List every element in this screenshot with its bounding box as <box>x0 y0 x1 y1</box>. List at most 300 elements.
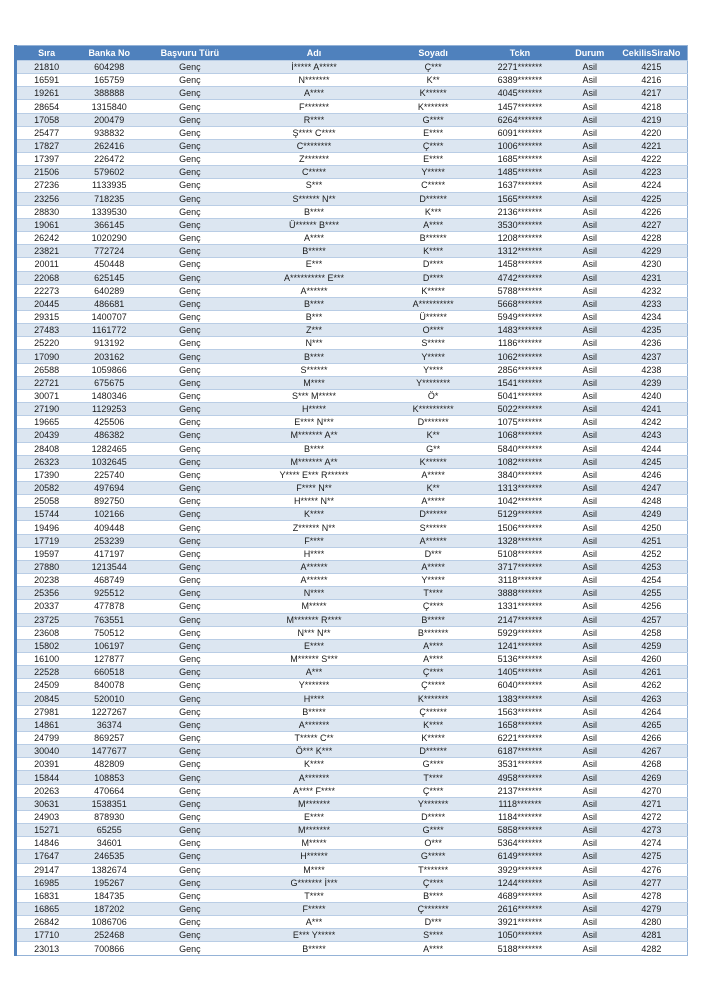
cell-cekilis-sira-no: 4275 <box>616 850 688 863</box>
cell-adi: F***** <box>238 903 391 916</box>
cell-durum: Asil <box>564 495 616 508</box>
cell-adi: B***** <box>238 942 391 955</box>
table-row <box>16 810 688 823</box>
cell-durum: Asil <box>564 679 616 692</box>
table-row <box>16 731 688 744</box>
table-row <box>16 837 688 850</box>
cell-soyadi: D**** <box>390 258 476 271</box>
cell-banka-no: 938832 <box>76 126 142 139</box>
cell-sira: 20238 <box>16 574 77 587</box>
cell-soyadi: D**** <box>390 271 476 284</box>
cell-banka-no: 718235 <box>76 192 142 205</box>
cell-banka-no: 1477677 <box>76 745 142 758</box>
cell-banka-no: 1339530 <box>76 205 142 218</box>
cell-tckn: 1006******* <box>476 139 564 152</box>
cell-soyadi: S****** <box>390 521 476 534</box>
cell-durum: Asil <box>564 942 616 955</box>
table-row <box>16 232 688 245</box>
cell-sira: 17719 <box>16 534 77 547</box>
cell-soyadi: Y***** <box>390 166 476 179</box>
cell-adi: B**** <box>238 205 391 218</box>
table-row <box>16 521 688 534</box>
cell-sira: 17397 <box>16 153 77 166</box>
cell-tckn: 1186******* <box>476 337 564 350</box>
cell-cekilis-sira-no: 4271 <box>616 797 688 810</box>
cell-banka-no: 425506 <box>76 416 142 429</box>
table-row <box>16 758 688 771</box>
cell-sira: 29315 <box>16 310 77 323</box>
cell-cekilis-sira-no: 4220 <box>616 126 688 139</box>
cell-tckn: 1565******* <box>476 192 564 205</box>
cell-basvuru-turu: Genç <box>142 718 238 731</box>
cell-sira: 20011 <box>16 258 77 271</box>
cell-tckn: 5840******* <box>476 442 564 455</box>
cell-tckn: 4689******* <box>476 889 564 902</box>
cell-tckn: 5108******* <box>476 547 564 560</box>
cell-tckn: 1068******* <box>476 429 564 442</box>
cell-soyadi: Ç*** <box>390 61 476 74</box>
cell-soyadi: K** <box>390 74 476 87</box>
table-row <box>16 482 688 495</box>
cell-banka-no: 878930 <box>76 810 142 823</box>
cell-basvuru-turu: Genç <box>142 784 238 797</box>
cell-soyadi: G***** <box>390 850 476 863</box>
cell-banka-no: 225740 <box>76 468 142 481</box>
cell-banka-no: 772724 <box>76 245 142 258</box>
cell-cekilis-sira-no: 4215 <box>616 61 688 74</box>
cell-tckn: 5788******* <box>476 284 564 297</box>
cell-adi: H****** <box>238 850 391 863</box>
cell-durum: Asil <box>564 574 616 587</box>
cell-banka-no: 925512 <box>76 587 142 600</box>
cell-sira: 25058 <box>16 495 77 508</box>
cell-basvuru-turu: Genç <box>142 613 238 626</box>
cell-sira: 20845 <box>16 692 77 705</box>
cell-adi: C***** <box>238 166 391 179</box>
table-row <box>16 850 688 863</box>
cell-basvuru-turu: Genç <box>142 574 238 587</box>
cell-durum: Asil <box>564 837 616 850</box>
cell-basvuru-turu: Genç <box>142 521 238 534</box>
cell-durum: Asil <box>564 797 616 810</box>
cell-durum: Asil <box>564 324 616 337</box>
cell-soyadi: A***** <box>390 468 476 481</box>
cell-soyadi: K****** <box>390 455 476 468</box>
cell-tckn: 2271******* <box>476 61 564 74</box>
cell-durum: Asil <box>564 718 616 731</box>
cell-tckn: 1328******* <box>476 534 564 547</box>
cell-soyadi: S***** <box>390 337 476 350</box>
cell-adi: R**** <box>238 113 391 126</box>
cell-tckn: 6187******* <box>476 745 564 758</box>
cell-cekilis-sira-no: 4277 <box>616 876 688 889</box>
cell-soyadi: K****** <box>390 87 476 100</box>
cell-tckn: 3531******* <box>476 758 564 771</box>
cell-banka-no: 604298 <box>76 61 142 74</box>
cell-adi: Z****** N** <box>238 521 391 534</box>
cell-sira: 20263 <box>16 784 77 797</box>
cell-banka-no: 108853 <box>76 771 142 784</box>
cell-banka-no: 470664 <box>76 784 142 797</box>
table-row <box>16 245 688 258</box>
cell-durum: Asil <box>564 876 616 889</box>
cell-tckn: 6264******* <box>476 113 564 126</box>
column-header-durum: Durum <box>564 46 616 61</box>
cell-durum: Asil <box>564 153 616 166</box>
cell-basvuru-turu: Genç <box>142 468 238 481</box>
cell-sira: 30040 <box>16 745 77 758</box>
cell-cekilis-sira-no: 4261 <box>616 666 688 679</box>
cell-tckn: 5364******* <box>476 837 564 850</box>
table-row <box>16 126 688 139</box>
cell-banka-no: 187202 <box>76 903 142 916</box>
cell-banka-no: 482809 <box>76 758 142 771</box>
cell-sira: 25220 <box>16 337 77 350</box>
cell-adi: Ü****** B**** <box>238 218 391 231</box>
cell-sira: 21506 <box>16 166 77 179</box>
table-row <box>16 863 688 876</box>
cell-soyadi: Ç**** <box>390 876 476 889</box>
cell-tckn: 1312******* <box>476 245 564 258</box>
cell-banka-no: 520010 <box>76 692 142 705</box>
cell-tckn: 5188******* <box>476 942 564 955</box>
cell-soyadi: Ç******* <box>390 903 476 916</box>
cell-adi: S*** <box>238 179 391 192</box>
cell-soyadi: D***** <box>390 810 476 823</box>
table-row <box>16 916 688 929</box>
cell-cekilis-sira-no: 4258 <box>616 626 688 639</box>
cell-soyadi: K** <box>390 482 476 495</box>
cell-basvuru-turu: Genç <box>142 389 238 402</box>
cell-sira: 23821 <box>16 245 77 258</box>
cell-sira: 17390 <box>16 468 77 481</box>
cell-tckn: 2147******* <box>476 613 564 626</box>
table-row <box>16 600 688 613</box>
cell-sira: 16865 <box>16 903 77 916</box>
cell-adi: E**** <box>238 810 391 823</box>
cell-sira: 23256 <box>16 192 77 205</box>
cell-basvuru-turu: Genç <box>142 942 238 955</box>
cell-adi: E**** <box>238 639 391 652</box>
table-row <box>16 626 688 639</box>
cell-cekilis-sira-no: 4251 <box>616 534 688 547</box>
cell-adi: A**** F**** <box>238 784 391 797</box>
table-row <box>16 100 688 113</box>
cell-adi: E**** N*** <box>238 416 391 429</box>
cell-cekilis-sira-no: 4217 <box>616 87 688 100</box>
cell-cekilis-sira-no: 4230 <box>616 258 688 271</box>
cell-banka-no: 1315840 <box>76 100 142 113</box>
table-row <box>16 179 688 192</box>
cell-durum: Asil <box>564 87 616 100</box>
table-row <box>16 284 688 297</box>
cell-adi: Ş**** C**** <box>238 126 391 139</box>
cell-basvuru-turu: Genç <box>142 495 238 508</box>
cell-adi: İ***** A***** <box>238 61 391 74</box>
cell-adi: A****** <box>238 284 391 297</box>
table-row <box>16 218 688 231</box>
cell-soyadi: Y***** <box>390 350 476 363</box>
table-row <box>16 929 688 942</box>
cell-banka-no: 763551 <box>76 613 142 626</box>
table-row <box>16 258 688 271</box>
cell-banka-no: 892750 <box>76 495 142 508</box>
cell-sira: 27236 <box>16 179 77 192</box>
cell-adi: E*** Y***** <box>238 929 391 942</box>
cell-basvuru-turu: Genç <box>142 771 238 784</box>
cell-banka-no: 1213544 <box>76 560 142 573</box>
cell-durum: Asil <box>564 113 616 126</box>
table-row <box>16 192 688 205</box>
cell-adi: M******* A** <box>238 429 391 442</box>
cell-tckn: 3530******* <box>476 218 564 231</box>
cell-cekilis-sira-no: 4239 <box>616 376 688 389</box>
cell-cekilis-sira-no: 4246 <box>616 468 688 481</box>
column-header-basvuru-turu: Başvuru Türü <box>142 46 238 61</box>
cell-sira: 15802 <box>16 639 77 652</box>
cell-basvuru-turu: Genç <box>142 205 238 218</box>
cell-cekilis-sira-no: 4281 <box>616 929 688 942</box>
cell-cekilis-sira-no: 4266 <box>616 731 688 744</box>
cell-cekilis-sira-no: 4229 <box>616 245 688 258</box>
cell-sira: 19496 <box>16 521 77 534</box>
cell-basvuru-turu: Genç <box>142 245 238 258</box>
cell-banka-no: 625145 <box>76 271 142 284</box>
cell-basvuru-turu: Genç <box>142 745 238 758</box>
cell-soyadi: A***** <box>390 560 476 573</box>
cell-durum: Asil <box>564 731 616 744</box>
cell-sira: 22528 <box>16 666 77 679</box>
cell-durum: Asil <box>564 284 616 297</box>
cell-soyadi: A***** <box>390 495 476 508</box>
cell-durum: Asil <box>564 403 616 416</box>
cell-cekilis-sira-no: 4233 <box>616 297 688 310</box>
cell-cekilis-sira-no: 4236 <box>616 337 688 350</box>
cell-durum: Asil <box>564 889 616 902</box>
cell-adi: N******* <box>238 74 391 87</box>
table-row <box>16 679 688 692</box>
table-row <box>16 271 688 284</box>
cell-basvuru-turu: Genç <box>142 455 238 468</box>
cell-soyadi: B***** <box>390 613 476 626</box>
cell-sira: 24903 <box>16 810 77 823</box>
cell-adi: F**** <box>238 534 391 547</box>
cell-adi: A****** <box>238 560 391 573</box>
cell-sira: 20582 <box>16 482 77 495</box>
cell-banka-no: 675675 <box>76 376 142 389</box>
table-row <box>16 534 688 547</box>
cell-adi: M******* R**** <box>238 613 391 626</box>
cell-basvuru-turu: Genç <box>142 508 238 521</box>
table-row <box>16 903 688 916</box>
cell-sira: 30071 <box>16 389 77 402</box>
cell-cekilis-sira-no: 4269 <box>616 771 688 784</box>
cell-tckn: 3717******* <box>476 560 564 573</box>
cell-adi: Ö*** K*** <box>238 745 391 758</box>
table-row <box>16 429 688 442</box>
column-header-sira: Sıra <box>16 46 77 61</box>
cell-soyadi: D****** <box>390 508 476 521</box>
table-row <box>16 166 688 179</box>
cell-durum: Asil <box>564 126 616 139</box>
cell-durum: Asil <box>564 600 616 613</box>
cell-tckn: 1457******* <box>476 100 564 113</box>
cell-durum: Asil <box>564 521 616 534</box>
cell-cekilis-sira-no: 4274 <box>616 837 688 850</box>
cell-durum: Asil <box>564 337 616 350</box>
cell-basvuru-turu: Genç <box>142 797 238 810</box>
cell-cekilis-sira-no: 4237 <box>616 350 688 363</box>
cell-adi: Y**** E*** R****** <box>238 468 391 481</box>
cell-basvuru-turu: Genç <box>142 166 238 179</box>
cell-durum: Asil <box>564 626 616 639</box>
cell-adi: A****** <box>238 574 391 587</box>
cell-banka-no: 1480346 <box>76 389 142 402</box>
cell-durum: Asil <box>564 692 616 705</box>
table-row <box>16 113 688 126</box>
cell-cekilis-sira-no: 4273 <box>616 824 688 837</box>
cell-basvuru-turu: Genç <box>142 837 238 850</box>
cell-basvuru-turu: Genç <box>142 126 238 139</box>
cell-basvuru-turu: Genç <box>142 850 238 863</box>
cell-cekilis-sira-no: 4263 <box>616 692 688 705</box>
cell-adi: N*** <box>238 337 391 350</box>
cell-sira: 29147 <box>16 863 77 876</box>
cell-tckn: 5949******* <box>476 310 564 323</box>
cell-soyadi: D****** <box>390 192 476 205</box>
cell-sira: 17827 <box>16 139 77 152</box>
cell-banka-no: 1400707 <box>76 310 142 323</box>
cell-durum: Asil <box>564 850 616 863</box>
cell-cekilis-sira-no: 4248 <box>616 495 688 508</box>
table-row <box>16 587 688 600</box>
cell-sira: 24509 <box>16 679 77 692</box>
cell-cekilis-sira-no: 4270 <box>616 784 688 797</box>
cell-banka-no: 262416 <box>76 139 142 152</box>
cell-sira: 20391 <box>16 758 77 771</box>
cell-soyadi: K***** <box>390 284 476 297</box>
table-row <box>16 718 688 731</box>
cell-durum: Asil <box>564 666 616 679</box>
cell-adi: B**** <box>238 442 391 455</box>
cell-cekilis-sira-no: 4241 <box>616 403 688 416</box>
cell-basvuru-turu: Genç <box>142 653 238 666</box>
cell-banka-no: 102166 <box>76 508 142 521</box>
cell-tckn: 1383******* <box>476 692 564 705</box>
column-header-tckn: Tckn <box>476 46 564 61</box>
table-row <box>16 61 688 74</box>
cell-sira: 21810 <box>16 61 77 74</box>
cell-basvuru-turu: Genç <box>142 310 238 323</box>
cell-cekilis-sira-no: 4243 <box>616 429 688 442</box>
cell-adi: B***** <box>238 245 391 258</box>
cell-cekilis-sira-no: 4276 <box>616 863 688 876</box>
cell-cekilis-sira-no: 4240 <box>616 389 688 402</box>
cell-tckn: 5041******* <box>476 389 564 402</box>
cell-sira: 27483 <box>16 324 77 337</box>
cell-sira: 14861 <box>16 718 77 731</box>
cell-tckn: 6040******* <box>476 679 564 692</box>
cell-sira: 23013 <box>16 942 77 955</box>
column-header-cekilis-sira-no: CekilisSiraNo <box>616 46 688 61</box>
cell-adi: T**** <box>238 889 391 902</box>
cell-sira: 22273 <box>16 284 77 297</box>
table-row <box>16 692 688 705</box>
cell-cekilis-sira-no: 4232 <box>616 284 688 297</box>
cell-adi: Z*** <box>238 324 391 337</box>
cell-basvuru-turu: Genç <box>142 600 238 613</box>
cell-banka-no: 486382 <box>76 429 142 442</box>
cell-cekilis-sira-no: 4249 <box>616 508 688 521</box>
table-row <box>16 389 688 402</box>
cell-durum: Asil <box>564 455 616 468</box>
table-row <box>16 745 688 758</box>
cell-banka-no: 579602 <box>76 166 142 179</box>
table-row <box>16 468 688 481</box>
cell-adi: A*** <box>238 916 391 929</box>
cell-tckn: 4742******* <box>476 271 564 284</box>
cell-basvuru-turu: Genç <box>142 692 238 705</box>
cell-basvuru-turu: Genç <box>142 889 238 902</box>
cell-basvuru-turu: Genç <box>142 824 238 837</box>
cell-adi: F******* <box>238 100 391 113</box>
table-row <box>16 139 688 152</box>
table-row <box>16 547 688 560</box>
cell-sira: 22068 <box>16 271 77 284</box>
cell-adi: B***** <box>238 705 391 718</box>
cell-basvuru-turu: Genç <box>142 350 238 363</box>
cell-basvuru-turu: Genç <box>142 442 238 455</box>
cell-durum: Asil <box>564 810 616 823</box>
cell-soyadi: T**** <box>390 587 476 600</box>
cell-basvuru-turu: Genç <box>142 705 238 718</box>
column-header-adi: Adı <box>238 46 391 61</box>
cell-durum: Asil <box>564 587 616 600</box>
cell-tckn: 3118******* <box>476 574 564 587</box>
cell-cekilis-sira-no: 4222 <box>616 153 688 166</box>
cell-adi: B**** <box>238 350 391 363</box>
cell-durum: Asil <box>564 771 616 784</box>
cell-cekilis-sira-no: 4257 <box>616 613 688 626</box>
cell-adi: Y******* <box>238 679 391 692</box>
cell-cekilis-sira-no: 4235 <box>616 324 688 337</box>
cell-cekilis-sira-no: 4260 <box>616 653 688 666</box>
cell-sira: 15844 <box>16 771 77 784</box>
cell-adi: H***** <box>238 403 391 416</box>
cell-sira: 25477 <box>16 126 77 139</box>
cell-durum: Asil <box>564 534 616 547</box>
cell-adi: K**** <box>238 508 391 521</box>
cell-banka-no: 165759 <box>76 74 142 87</box>
cell-cekilis-sira-no: 4259 <box>616 639 688 652</box>
cell-tckn: 2616******* <box>476 903 564 916</box>
cell-durum: Asil <box>564 310 616 323</box>
cell-soyadi: B****** <box>390 232 476 245</box>
cell-cekilis-sira-no: 4242 <box>616 416 688 429</box>
table-row <box>16 705 688 718</box>
cell-basvuru-turu: Genç <box>142 337 238 350</box>
cell-durum: Asil <box>564 232 616 245</box>
cell-adi: F**** N** <box>238 482 391 495</box>
cell-sira: 15271 <box>16 824 77 837</box>
cell-tckn: 2856******* <box>476 363 564 376</box>
cell-durum: Asil <box>564 61 616 74</box>
cell-soyadi: A**** <box>390 653 476 666</box>
table-row <box>16 771 688 784</box>
cell-durum: Asil <box>564 100 616 113</box>
cell-adi: M******* A** <box>238 455 391 468</box>
cell-banka-no: 184735 <box>76 889 142 902</box>
